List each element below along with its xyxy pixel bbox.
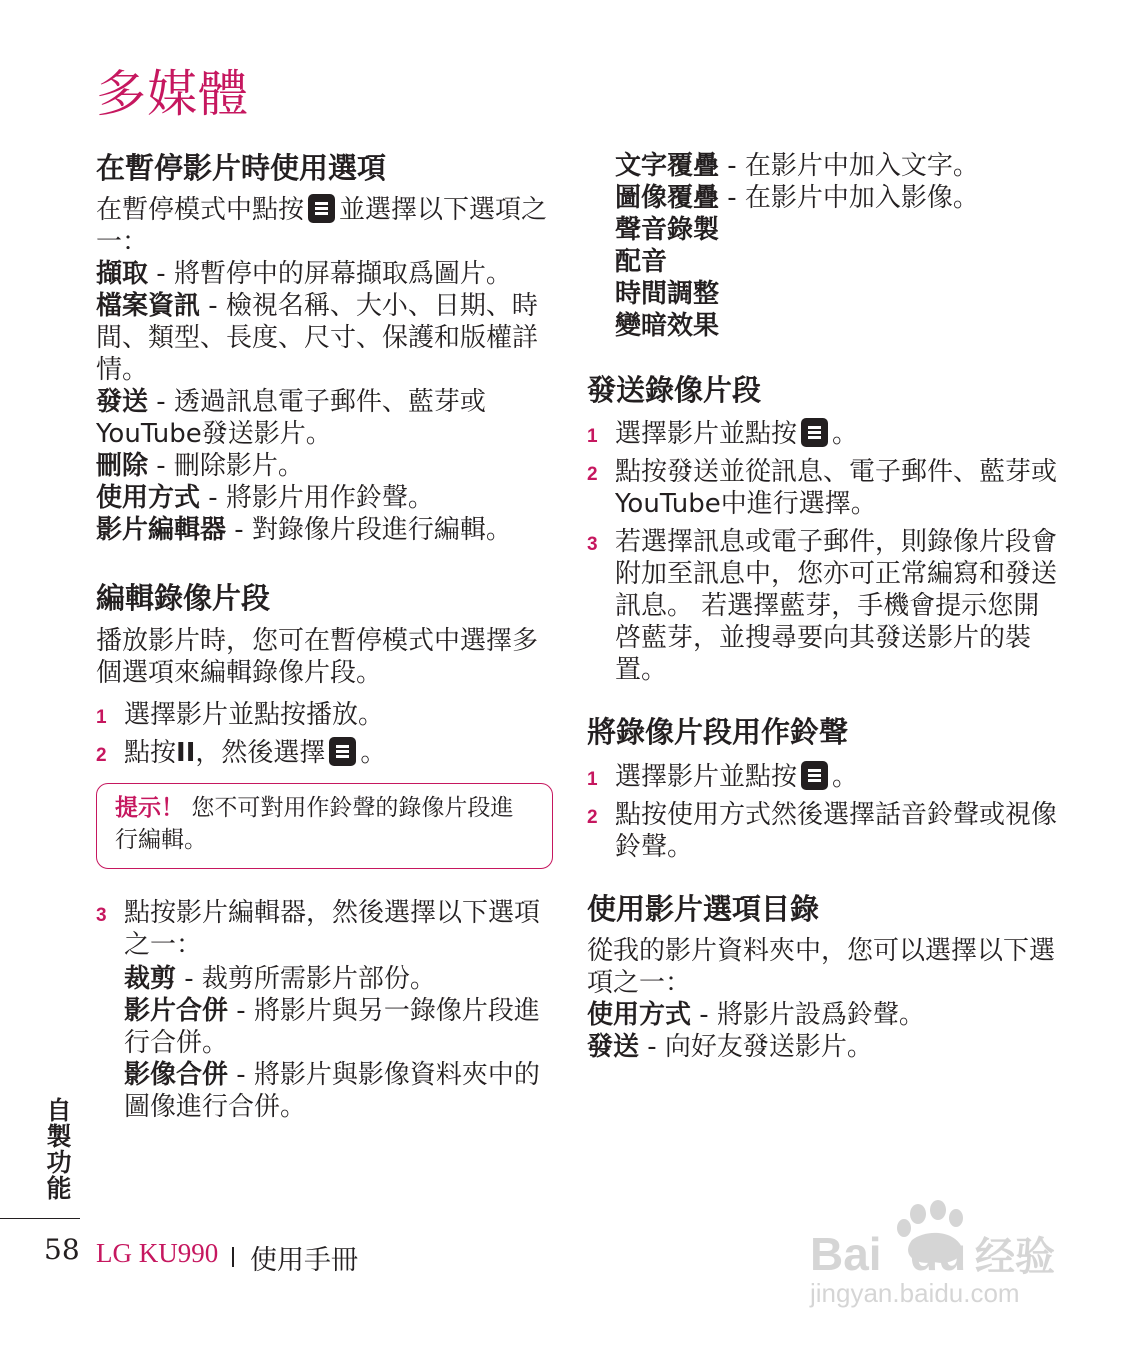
svg-text:Bai: Bai	[810, 1228, 882, 1280]
tip-box	[96, 783, 553, 869]
option-item	[615, 214, 1057, 246]
option-item	[96, 386, 556, 450]
edit-steps-continued	[96, 897, 556, 1123]
step-number: 1	[587, 768, 598, 790]
editor-option-list	[124, 963, 556, 1123]
step-number: 3	[96, 904, 107, 926]
pause-intro	[96, 194, 556, 258]
step-item	[96, 897, 556, 1123]
option-term: 影片合併	[124, 995, 229, 1026]
svg-text:du: du	[910, 1228, 967, 1280]
step-item	[587, 418, 1057, 450]
option-term: 影片編輯器	[96, 515, 227, 546]
left-column	[96, 150, 556, 1129]
option-item	[587, 999, 1057, 1031]
option-desc: - 透過訊息電子郵件、藍芽或YouTube發送影片。	[96, 387, 486, 450]
option-term: 使用方式	[96, 483, 201, 514]
step-number: 1	[96, 706, 107, 728]
step-text: 。	[360, 737, 387, 768]
step-number: 2	[587, 806, 598, 828]
step-text: 點按	[124, 737, 177, 768]
heading-pause-options: 在暫停影片時使用選項	[96, 151, 387, 185]
page-title: 多媒體	[96, 65, 249, 123]
video-menu-intro: 從我的影片資料夾中，您可以選擇以下選項之一：	[587, 935, 1056, 998]
option-desc: - 裁剪所需影片部份。	[176, 963, 436, 994]
step-text: 選擇影片並點按	[615, 419, 798, 450]
step-item	[587, 526, 1057, 686]
pause-icon: II	[176, 737, 196, 768]
video-menu-option-list	[587, 999, 1057, 1063]
tip-text: 您不可對用作鈴聲的錄像片段進行編輯。	[115, 794, 514, 853]
option-desc: - 將暫停中的屏幕擷取爲圖片。	[148, 259, 512, 290]
option-term: 發送	[96, 387, 149, 418]
option-term: 影像合併	[124, 1059, 229, 1090]
step-number: 2	[96, 744, 107, 766]
option-item	[615, 182, 1057, 214]
ringtone-steps	[587, 761, 1057, 863]
option-term: 聲音錄製	[615, 215, 720, 245]
heading-clip-ringtone: 將錄像片段用作鈴聲	[587, 715, 849, 750]
edit-steps	[96, 699, 556, 769]
edit-intro: 播放影片時，您可在暫停模式中選擇多個選項來編輯錄像片段。	[96, 625, 539, 688]
option-item	[96, 450, 556, 482]
step-number: 3	[587, 534, 598, 556]
footer-model: LG KU990	[96, 1238, 219, 1268]
option-term: 時間調整	[615, 279, 720, 309]
option-term: 擷取	[96, 259, 149, 290]
pause-option-list	[96, 258, 556, 546]
option-item	[96, 290, 556, 386]
svg-text:jingyan.baidu.com: jingyan.baidu.com	[810, 1278, 1020, 1308]
step-number: 2	[587, 464, 598, 486]
option-term: 圖像覆疊	[615, 183, 720, 213]
option-desc: - 將影片與影像資料夾中的圖像進行合併。	[124, 1059, 540, 1122]
step-number: 1	[587, 426, 598, 448]
send-steps	[587, 418, 1057, 686]
option-term: 配音	[615, 247, 668, 277]
menu-key-icon	[801, 761, 828, 790]
step-text: 點按影片編輯器，然後選擇以下選項之一：	[124, 897, 541, 960]
option-desc: - 將影片與另一錄像片段進行合併。	[124, 995, 540, 1058]
step-item	[587, 761, 1057, 793]
option-desc: - 檢視名稱、大小、日期、時間、類型、長度、尺寸、保護和版權詳情。	[96, 291, 539, 386]
editor-option-list-continued	[587, 150, 1057, 342]
step-text: 點按使用方式然後選擇話音鈴聲或視像鈴聲。	[615, 799, 1058, 862]
option-item	[615, 150, 1057, 182]
step-item	[587, 456, 1057, 520]
option-desc: - 將影片用作鈴聲。	[200, 483, 434, 514]
option-term: 刪除	[96, 451, 149, 482]
option-term: 發送	[587, 1031, 640, 1062]
heading-video-options-menu: 使用影片選項目錄	[587, 891, 820, 926]
option-desc: - 對錄像片段進行編輯。	[226, 515, 512, 546]
step-text: 點按發送並從訊息、電子郵件、藍芽或YouTube中進行選擇。	[615, 457, 1058, 520]
heading-edit-clips: 編輯錄像片段	[96, 581, 271, 616]
option-item	[124, 1059, 556, 1123]
option-term: 檔案資訊	[96, 291, 201, 322]
step-text: 。	[832, 419, 859, 450]
footer-rule	[0, 1218, 80, 1219]
option-term: 裁剪	[124, 963, 177, 994]
option-item	[615, 278, 1057, 310]
menu-key-icon	[801, 418, 828, 447]
option-term: 使用方式	[587, 999, 692, 1030]
menu-key-icon	[329, 737, 356, 766]
option-item	[96, 514, 556, 546]
footer-manual: 使用手冊	[250, 1245, 358, 1276]
step-text: 。	[832, 761, 859, 792]
option-item	[124, 963, 556, 995]
pause-intro-b: 並選擇以下選項之一：	[96, 195, 548, 258]
step-text: 若選擇訊息或電子郵件，則錄像片段會附加至訊息中，您亦可正常編寫和發送訊息。 若選擇藍芽，手機會提示您開啓藍芽，並搜尋要向其發送影片的裝置。	[615, 527, 1058, 686]
svg-text:经验: 经验	[975, 1234, 1055, 1280]
step-text: ，然後選擇	[195, 737, 326, 768]
pause-intro-a: 在暫停模式中點按	[96, 195, 305, 226]
option-item	[124, 995, 556, 1059]
footer-separator	[232, 1247, 234, 1267]
side-section-label: 自製功能	[46, 1096, 72, 1203]
option-item	[96, 482, 556, 514]
right-column	[587, 150, 1057, 1063]
step-text: 選擇影片並點按	[615, 761, 798, 792]
step-item	[96, 737, 556, 769]
option-item	[615, 246, 1057, 278]
step-text: 選擇影片並點按播放。	[124, 699, 385, 730]
option-desc: - 將影片設爲鈴聲。	[691, 999, 925, 1030]
tip-label: 提示！	[115, 794, 184, 821]
option-term: 變暗效果	[615, 311, 720, 341]
heading-send-clips: 發送錄像片段	[587, 373, 762, 407]
step-item	[587, 799, 1057, 863]
page-number: 58	[44, 1233, 80, 1266]
option-desc: - 在影片中加入文字。	[719, 151, 979, 181]
option-desc: - 在影片中加入影像。	[719, 183, 979, 213]
option-item	[96, 258, 556, 290]
option-term: 文字覆疊	[615, 151, 720, 181]
menu-key-icon	[308, 194, 335, 223]
baidu-watermark-logo	[800, 1200, 1070, 1310]
option-desc: - 向好友發送影片。	[639, 1031, 873, 1062]
step-item	[96, 699, 556, 731]
option-item	[587, 1031, 1057, 1063]
option-desc: - 刪除影片。	[148, 451, 304, 482]
option-item	[615, 310, 1057, 342]
